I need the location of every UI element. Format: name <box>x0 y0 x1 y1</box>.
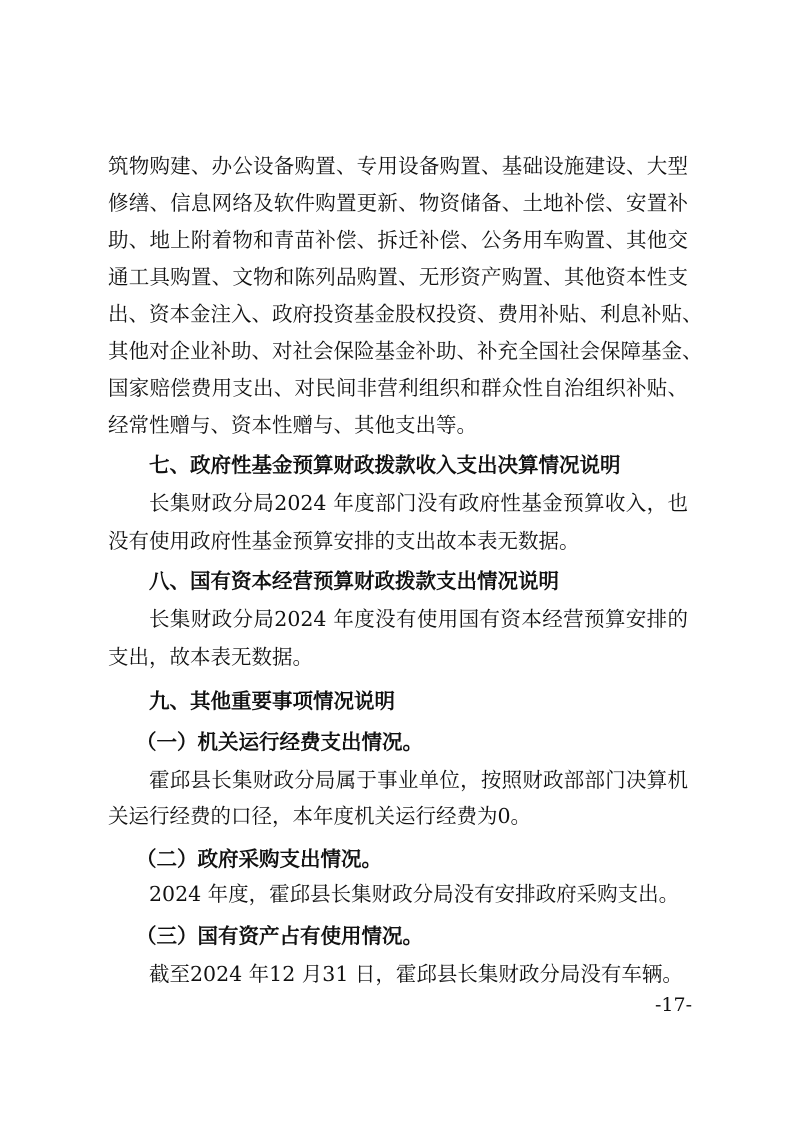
body-line: 霍邱县长集财政分局属于事业单位，按照财政部部门决算机 <box>149 768 688 792</box>
page-number: -17- <box>654 994 692 1016</box>
body-line: 通工具购置、文物和陈列品购置、无形资产购置、其他资本性支 <box>108 265 688 289</box>
section-heading-9: 九、其他重要事项情况说明 <box>149 689 395 713</box>
body-line: 2024 年度，霍邱县长集财政分局没有安排政府采购支出。 <box>149 882 680 906</box>
body-line: 截至2024 年12 月31 日，霍邱县长集财政分局没有车辆。 <box>149 962 683 986</box>
body-line: 助、地上附着物和青苗补偿、拆迁补偿、公务用车购置、其他交 <box>108 228 688 252</box>
subsection-heading-2: （二）政府采购支出情况。 <box>136 847 382 871</box>
subsection-heading-3: （三）国有资产占有使用情况。 <box>136 924 423 948</box>
body-line: 支出，故本表无数据。 <box>108 645 313 669</box>
section-heading-7: 七、政府性基金预算财政拨款收入支出决算情况说明 <box>149 453 621 477</box>
subsection-heading-1: （一）机关运行经费支出情况。 <box>136 730 423 754</box>
body-line: 筑物购建、办公设备购置、专用设备购置、基础设施建设、大型 <box>108 154 688 178</box>
body-line: 没有使用政府性基金预算安排的支出故本表无数据。 <box>108 529 580 553</box>
body-line: 长集财政分局2024 年度没有使用国有资本经营预算安排的 <box>149 607 688 631</box>
body-line: 其他对企业补助、对社会保险基金补助、补充全国社会保障基金、 <box>108 339 703 363</box>
body-line: 出、资本金注入、政府投资基金股权投资、费用补贴、利息补贴、 <box>108 302 703 326</box>
body-line: 经常性赠与、资本性赠与、其他支出等。 <box>108 413 477 437</box>
body-line: 修缮、信息网络及软件购置更新、物资储备、土地补偿、安置补 <box>108 191 688 215</box>
body-line: 关运行经费的口径，本年度机关运行经费为0。 <box>108 804 532 828</box>
body-line: 长集财政分局2024 年度部门没有政府性基金预算收入，也 <box>149 491 688 515</box>
section-heading-8: 八、国有资本经营预算财政拨款支出情况说明 <box>149 569 559 593</box>
body-line: 国家赔偿费用支出、对民间非营利组织和群众性自治组织补贴、 <box>108 376 688 400</box>
